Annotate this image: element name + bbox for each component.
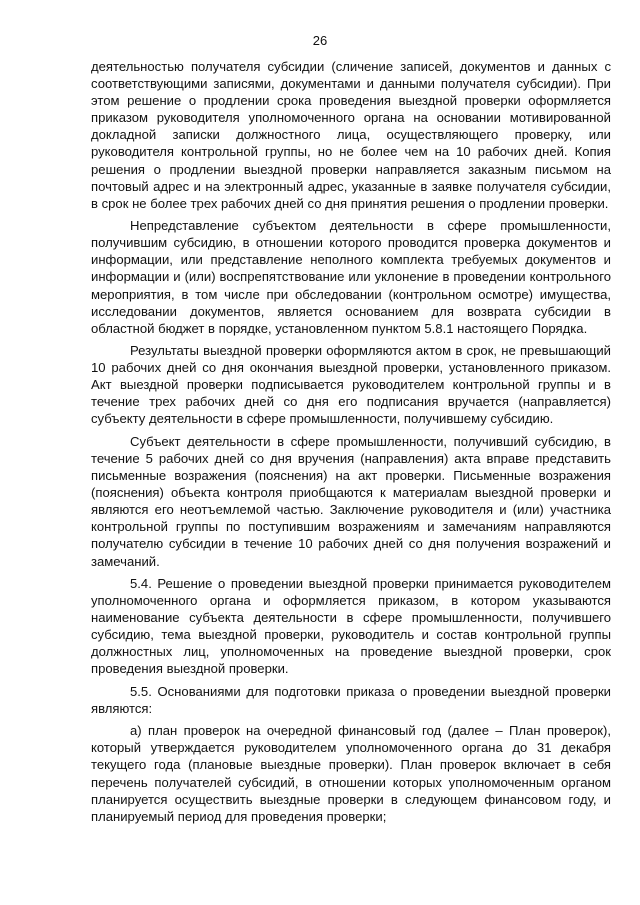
paragraph-5-4: 5.4. Решение о проведении выездной проверки принимается руководителем уполномоченного органа и оформляется приказом, в котором указываются наименование субъекта деятельности в сфере промышленности, получившего субсидию, тема выездной проверки, руководитель и состав контрольной группы должностных лиц, уполномоченных на проведение выездной проверки, срок проведения выездной проверки.: [91, 575, 611, 677]
paragraph-1: деятельностью получателя субсидии (сличение записей, документов и данных с соответствующими записями, документами и данными получателя субсидии). При этом решение о продлении срока проведения выездной проверки оформляется приказом руководителя уполномоченного органа на основании мотивированной докладной записки должностного лица, осуществляющего проверку, или руководителя контрольной группы, но не более чем на 10 рабочих дней. Копия решения о продлении выездной проверки направляется заказным письмом на почтовый адрес и на электронный адрес, указанные в заявке получателя субсидии, в срок не более трех рабочих дней со дня принятия решения о продлении проверки.: [91, 59, 611, 211]
paragraph-5-5: 5.5. Основаниями для подготовки приказа о проведении выездной проверки являются:: [91, 683, 611, 716]
paragraph-4: Субъект деятельности в сфере промышленности, получивший субсидию, в течение 5 рабочих дней со дня вручения (направления) акта вправе представить письменные возражения (пояснения) на акт проверки. Письменные возражения (пояснения) объекта контроля приобщаются к материалам выездной проверки и являются его неотъемлемой частью. Заключение руководителя и (или) участника контрольной группы по поступившим возражениям и замечаниям направляются получателю субсидии в течение 10 рабочих дней со дня получения возражений и замечаний.: [91, 433, 611, 569]
page-number: 26: [312, 33, 328, 48]
document-body: [91, 58, 611, 825]
paragraph-5-5-a: а) план проверок на очередной финансовый год (далее – План проверок), который утверждается руководителем уполномоченного органа до 31 декабря текущего года (плановые выездные проверки). План проверок включает в себя перечень получателей субсидий, в отношении которых уполномоченным органом планируется осуществить выездные проверки в следующем финансовом году, и планируемый период для проведения проверки;: [91, 723, 611, 824]
paragraph-3: Результаты выездной проверки оформляются актом в срок, не превышающий 10 рабочих дней со дня окончания выездной проверки, установленного приказом. Акт выездной проверки подписывается руководителем контрольной группы и в течение трех рабочих дней со дня его подписания вручается (направляется) субъекту деятельности в сфере промышленности, получившему субсидию.: [91, 343, 611, 427]
paragraph-2: Непредставление субъектом деятельности в сфере промышленности, получившим субсидию, в отношении которого проводится проверка документов и информации, или представление неполного комплекта требуемых документов и информации и (или) воспрепятствование или уклонение в проведении контрольного мероприятия, в том числе при обследовании (контрольном осмотре) имущества, исследовании документов, является основанием для возврата субсидии в областной бюджет в порядке, установленном пунктом 5.8.1 настоящего Порядка.: [91, 218, 611, 336]
